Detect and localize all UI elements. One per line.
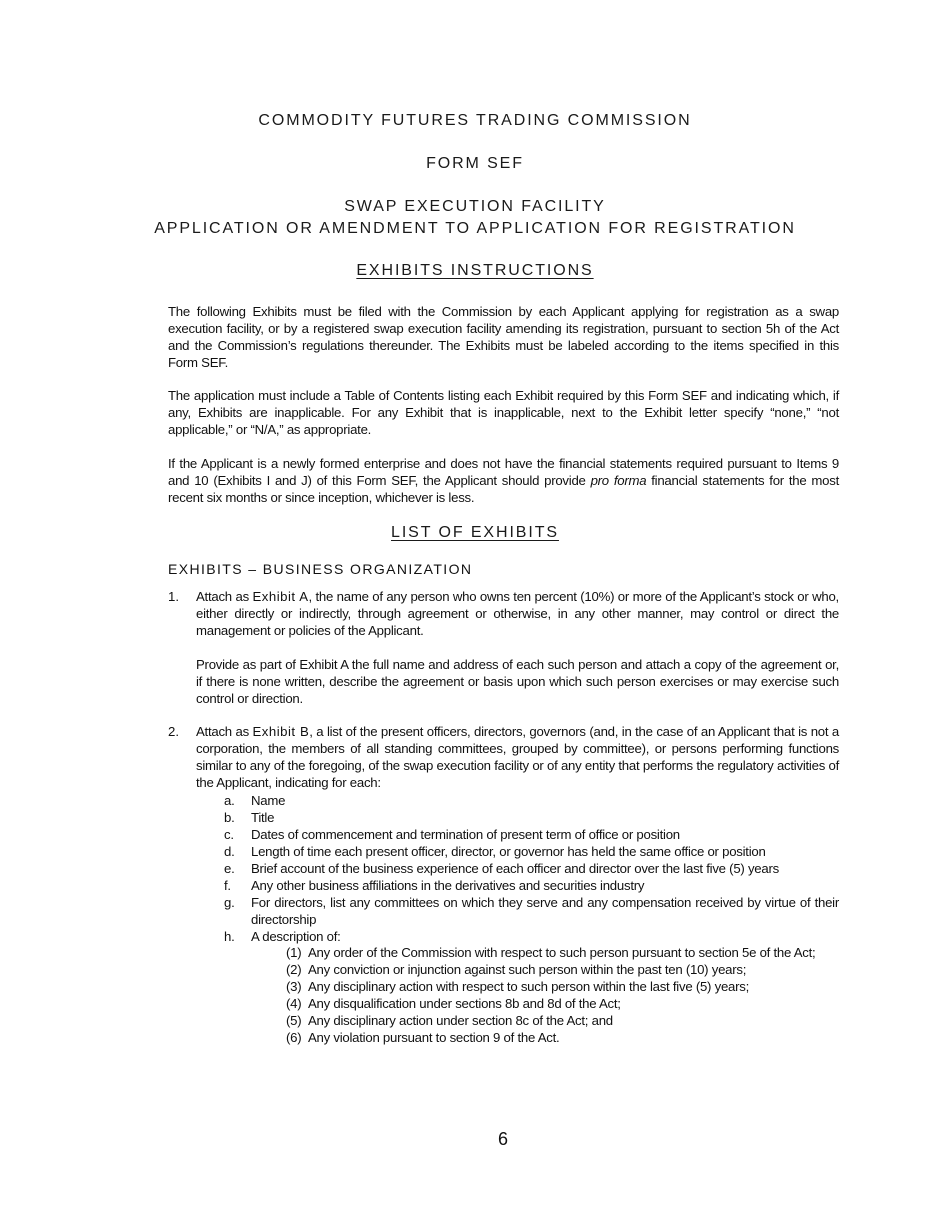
exhibit-b-sublist [224, 792, 839, 945]
instructions-paragraph-3: If the Applicant is a newly formed enterprise and does not have the financial statements required pursuant to Items 9 and 10 (Exhibits I and J) of this Form SEF, the Applicant should provide pro forma financial statements for the most recent six months or since inception, whichever is less. [168, 456, 839, 505]
description-text: Any violation pursuant to section 9 of the Act. [308, 1030, 560, 1045]
item-1-paragraph-2: Provide as part of Exhibit A the full name and address of each such person and attach a copy of the agreement or, if there is none written, describe the agreement or basis upon which such person exercises or may exercise such control or direction. [196, 657, 839, 706]
item-1-number: 1. [168, 589, 179, 604]
description-item [286, 978, 839, 995]
sublist-marker: d. [224, 844, 235, 859]
sublist-text: Length of time each present officer, director, or governor has held the same office or position [251, 844, 766, 859]
sublist-text: Brief account of the business experience of each officer and director over the last five (5) years [251, 861, 779, 876]
application-title: APPLICATION OR AMENDMENT TO APPLICATION FOR REGISTRATION [154, 220, 796, 237]
description-marker: (2) [286, 962, 302, 977]
agency-title: COMMODITY FUTURES TRADING COMMISSION [258, 112, 692, 129]
sublist-item [224, 928, 839, 945]
item-2-number: 2. [168, 724, 179, 739]
description-item [286, 1029, 839, 1046]
sublist-text: Title [251, 810, 275, 825]
facility-title: SWAP EXECUTION FACILITY [344, 198, 606, 215]
sublist-item [224, 809, 839, 826]
sublist-text: Any other business affiliations in the derivatives and securities industry [251, 878, 645, 893]
sublist-item [224, 843, 839, 860]
description-marker: (3) [286, 979, 302, 994]
sublist-item [224, 877, 839, 894]
exhibit-a-label: Exhibit A [252, 589, 309, 604]
instructions-paragraph-1: The following Exhibits must be filed with the Commission by each Applicant applying for registration as a swap execution facility, or by a registered swap execution facility amending its registration, pursuant to section 5h of the Act and the Commission’s regulations thereunder. The Exhibits must be labeled according to the items specified in this Form SEF. [168, 304, 839, 370]
exhibit-b-label: Exhibit B [252, 724, 310, 739]
sublist-text: For directors, list any committees on which they serve and any compensation received by virtue of their directorship [251, 895, 839, 927]
sublist-marker: a. [224, 793, 235, 808]
description-text: Any conviction or injunction against such person within the past ten (10) years; [308, 962, 747, 977]
description-marker: (6) [286, 1030, 302, 1045]
sublist-item [224, 792, 839, 809]
sublist-text: Dates of commencement and termination of present term of office or position [251, 827, 680, 842]
description-item [286, 961, 839, 978]
description-item [286, 1012, 839, 1029]
sublist-item [224, 894, 839, 928]
description-text: Any order of the Commission with respect to such person pursuant to section 5e of the Act; [308, 945, 816, 960]
sublist-text: Name [251, 793, 286, 808]
sublist-marker: e. [224, 861, 235, 876]
sublist-marker: h. [224, 929, 235, 944]
description-marker: (1) [286, 945, 302, 960]
instructions-heading: EXHIBITS INSTRUCTIONS [356, 262, 594, 279]
description-text: Any disciplinary action under section 8c of the Act; and [308, 1013, 613, 1028]
sublist-item [224, 826, 839, 843]
description-item [286, 944, 839, 961]
section-heading: EXHIBITS – BUSINESS ORGANIZATION [168, 561, 473, 577]
sublist-text: A description of: [251, 929, 341, 944]
instructions-paragraph-2: The application must include a Table of Contents listing each Exhibit required by this Form SEF and indicating which, if any, Exhibits are inapplicable. For any Exhibit that is inapplicable, next to the Exhibit letter specify “none,” “not applicable,” or “N/A,” as appropriate. [168, 388, 839, 437]
description-marker: (4) [286, 996, 302, 1011]
sublist-marker: b. [224, 810, 235, 825]
item-1-text: Attach as Exhibit A, the name of any person who owns ten percent (10%) or more of the Applicant’s stock or who, either directly or indirectly, through agreement or otherwise, in any other manner, may control or direct the management or policies of the Applicant. [196, 589, 839, 638]
page-number: 6 [497, 1129, 508, 1149]
exhibits-heading: LIST OF EXHIBITS [391, 524, 559, 541]
sublist-item [224, 860, 839, 877]
item-2-text: Attach as Exhibit B, a list of the present officers, directors, governors (and, in the case of an Applicant that is not a corporation, the members of all standing committees, grouped by committee), or persons performing functions similar to any of the foregoing, of the swap execution facility or of any entity that performs the regulatory activities of the Applicant, indicating for each: [196, 724, 839, 790]
description-list [286, 944, 839, 1046]
sublist-marker: c. [224, 827, 234, 842]
sublist-marker: g. [224, 895, 235, 910]
description-marker: (5) [286, 1013, 302, 1028]
sublist-marker: f. [224, 878, 231, 893]
description-text: Any disciplinary action with respect to such person within the last five (5) years; [308, 979, 750, 994]
description-text: Any disqualification under sections 8b and 8d of the Act; [308, 996, 621, 1011]
description-item [286, 995, 839, 1012]
form-title: FORM SEF [426, 155, 524, 172]
